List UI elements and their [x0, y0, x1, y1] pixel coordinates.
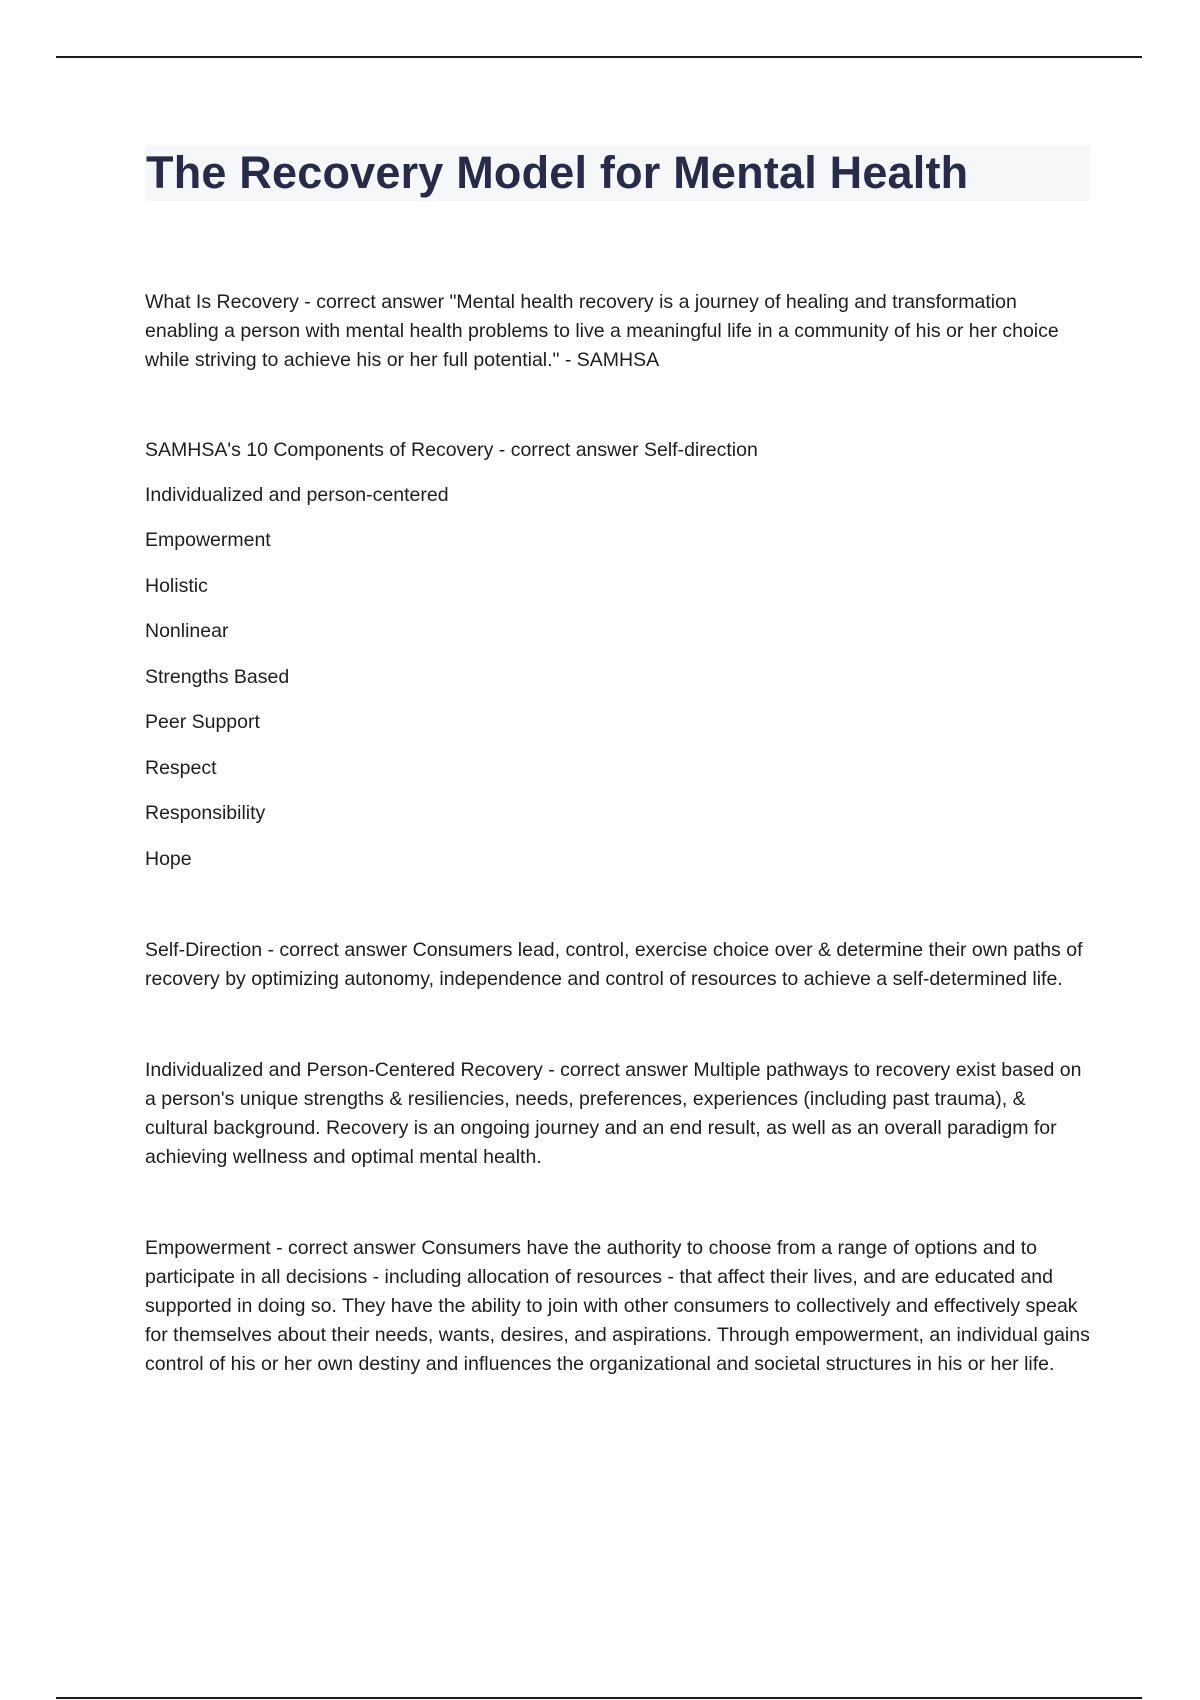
empowerment-paragraph: Empowerment - correct answer Consumers have the authority to choose from a range of options and to participate in all decisions - including allocation of resources - that affect their lives, and are educated and supported in doing so. They have the ability to join with other consumers to collectively and effectively speak for themselves about their needs, wants, desires, and aspirations. Through empowerment, an individual gains control of his or her own destiny and influences the organizational and societal structures in his or her life. [145, 1236, 1090, 1375]
components-heading: SAMHSA's 10 Components of Recovery - correct answer Self-direction [145, 439, 758, 461]
top-rule [56, 56, 1142, 58]
individualized-paragraph: Individualized and Person-Centered Recovery - correct answer Multiple pathways to recovery exist based on a person's unique strengths & resiliencies, needs, preferences, experiences (including past trauma), & cultural background. Recovery is an ongoing journey and an end result, as well as an overall paradigm for achieving wellness and optimal mental health. [145, 1058, 1082, 1168]
list-item: Peer Support [145, 711, 260, 733]
page-title: The Recovery Model for Mental Health [146, 147, 969, 198]
what-is-recovery-paragraph: What Is Recovery - correct answer "Mental health recovery is a journey of healing and transformation enabling a person with mental health problems to live a meaningful life in a community of his or her choice while striving to achieve his or her full potential." - SAMHSA [145, 291, 1059, 371]
list-item: Individualized and person-centered [145, 484, 449, 506]
document-body [145, 288, 1090, 1379]
list-item: Hope [145, 847, 192, 870]
list-item: Responsibility [145, 802, 266, 824]
list-item: Nonlinear [145, 620, 229, 642]
list-item: Strengths Based [145, 665, 290, 688]
components-list [145, 481, 1090, 874]
list-item: Empowerment [145, 529, 271, 551]
list-item: Respect [145, 756, 217, 779]
bottom-rule [56, 1697, 1142, 1699]
list-item: Holistic [145, 574, 208, 597]
self-direction-paragraph: Self-Direction - correct answer Consumers lead, control, exercise choice over & determine their own paths of recovery by optimizing autonomy, independence and control of resources to achieve a self-determined life. [145, 938, 1083, 990]
